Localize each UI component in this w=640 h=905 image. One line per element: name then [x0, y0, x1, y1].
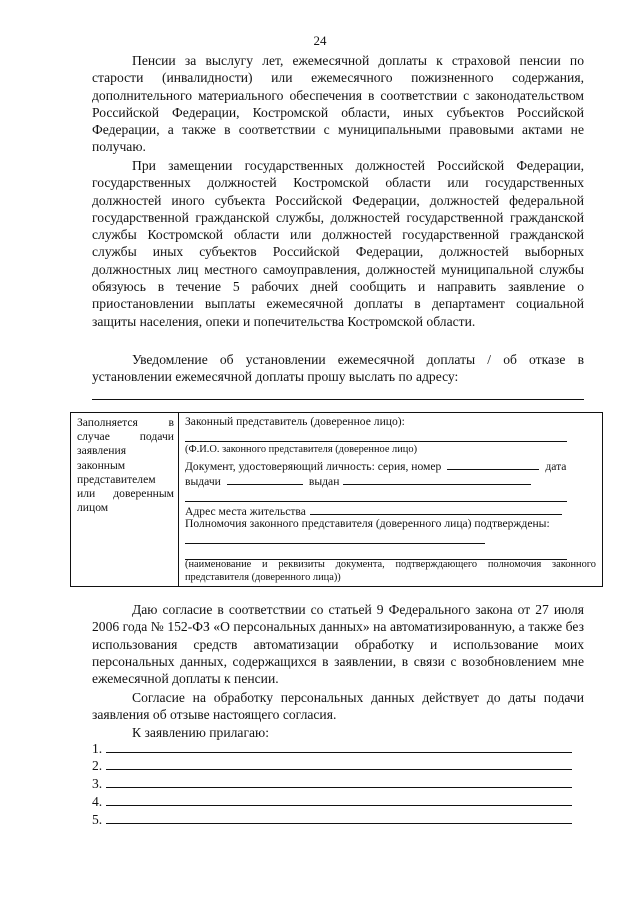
powers-document-line-1[interactable] — [185, 543, 485, 544]
representative-fio-line[interactable] — [185, 441, 567, 442]
representative-table-fields — [185, 413, 596, 586]
attachment-field[interactable] — [106, 793, 572, 806]
issued-by-label: выдан — [308, 475, 340, 488]
issue-word: выдачи — [185, 475, 221, 488]
attachment-number: 2. — [92, 758, 103, 773]
attachment-item — [92, 775, 572, 792]
notification-address-paragraph: Уведомление об установлении ежемесячной доплаты / об отказе в установлении ежемесячной доплаты прошу выслать по адресу: — [92, 352, 584, 385]
consent-paragraph: Даю согласие в соответствии со статьей 9 Федерального закона от 27 июля 2006 года № 152-ФЗ «О персональных данных» на автоматизированную, а также без использования средств автоматизации обработку и использование моих персональных данных, содержащихся в заявлении, в связи с возобновлением мне ежемесячной доплаты к пенсии. — [92, 602, 584, 687]
representative-table — [70, 412, 603, 587]
id-document-row — [185, 458, 596, 474]
attachment-item — [92, 757, 572, 774]
powers-label: Полномочия законного представителя (доверенного лица) подтверждены: — [185, 517, 550, 530]
attachment-number: 4. — [92, 794, 103, 809]
representative-title: Законный представитель (доверенное лицо): — [185, 415, 405, 428]
residence-label: Адрес места жительства — [185, 505, 306, 518]
attachments-heading: К заявлению прилагаю: — [132, 725, 269, 740]
issue-date-field[interactable] — [227, 473, 303, 485]
attachment-number: 3. — [92, 776, 103, 791]
issued-by-field[interactable] — [343, 473, 531, 485]
representative-fio-caption: (Ф.И.О. законного представителя (доверенное лицо) — [185, 444, 418, 455]
consent-validity-paragraph: Согласие на обработку персональных данных действует до даты подачи заявления об отзыве настоящего согласия. — [92, 690, 584, 723]
attachment-field[interactable] — [106, 775, 572, 788]
address-input-line[interactable] — [92, 399, 584, 400]
attachment-item — [92, 811, 572, 828]
attachment-item — [92, 793, 572, 810]
pension-notice-paragraph: Пенсии за выслугу лет, ежемесячной доплаты к страховой пенсии по старости (инвалидности) или ежемесячного пожизненного содержания, дополнительного материального обеспечения в соответствии с законодательством Российской Федерации, Костромской области, иных субъектов Российской Федерации, а также в соответствии с муниципальными правовыми актами не получаю. — [92, 53, 584, 155]
replacement-notice-paragraph: При замещении государственных должностей Российской Федерации, государственных должностей Костромской области или государственных должностей иного субъекта Российской Федерации, должностей федеральной государственной гражданской службы, должностей государственной гражданской службы Костромской области или должностей государственной гражданской службы иных субъектов Российской Федерации, должностей выборных должностных лиц местного самоуправления, должностей муниципальной службы обязуюсь в течение 5 рабочих дней сообщить и направить заявление о приостановлении выплаты ежемесячной доплаты в департамент социальной защиты населения, опеки и попечительства Костромской области. — [92, 158, 584, 329]
issue-row — [185, 473, 596, 489]
attachment-field[interactable] — [106, 740, 572, 753]
representative-table-note: Заполняется в случае подачи заявления законным представителем или доверенным лицом — [71, 413, 179, 586]
attachment-number: 5. — [92, 812, 103, 827]
powers-caption: (наименование и реквизиты документа, подтверждающего полномочия законного представителя (доверенного лица)) — [185, 559, 596, 583]
attachment-field[interactable] — [106, 811, 572, 824]
id-document-label: Документ, удостоверяющий личность: серия, номер — [185, 460, 442, 473]
issue-date-word: дата — [545, 460, 567, 473]
id-document-number-field[interactable] — [447, 458, 539, 470]
issued-by-continuation-line[interactable] — [185, 501, 567, 502]
attachment-number: 1. — [92, 741, 103, 756]
attachment-field[interactable] — [106, 757, 572, 770]
attachment-item — [92, 740, 572, 757]
residence-field[interactable] — [310, 503, 562, 515]
page-number: 24 — [313, 33, 327, 48]
